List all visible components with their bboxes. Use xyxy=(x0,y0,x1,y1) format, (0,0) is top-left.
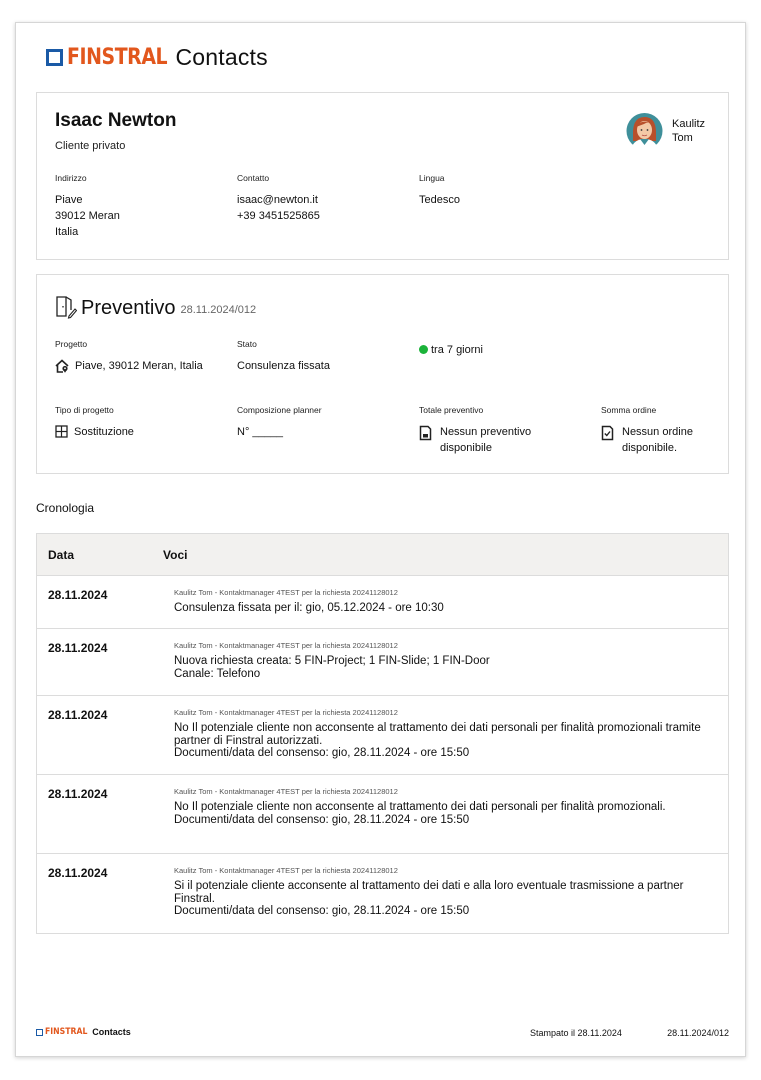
row-date: 28.11.2024 xyxy=(48,708,108,722)
language-value: Tedesco xyxy=(419,194,460,206)
row-date: 28.11.2024 xyxy=(48,866,108,880)
total-label: Totale preventivo xyxy=(419,405,484,415)
footer-logo-square-icon xyxy=(36,1029,43,1036)
page-footer xyxy=(36,1027,729,1041)
customer-name: Isaac Newton xyxy=(55,110,177,131)
col-date: Data xyxy=(48,547,75,562)
quote-number: 28.11.2024/012 xyxy=(180,304,257,316)
contact-phone: +39 3451525865 xyxy=(237,210,320,222)
row-date: 28.11.2024 xyxy=(48,641,108,655)
quote-title: Preventivo xyxy=(81,297,176,319)
table-row xyxy=(37,576,728,629)
due-field xyxy=(419,342,483,358)
document-edit-icon xyxy=(55,295,77,319)
contact-field xyxy=(237,173,320,224)
agent-badge xyxy=(626,111,712,151)
language-label: Lingua xyxy=(419,173,445,183)
row-entry xyxy=(174,696,728,774)
language-field xyxy=(419,173,460,208)
contact-label: Contatto xyxy=(237,173,270,183)
project-value: Piave, 39012 Meran, Italia xyxy=(75,360,203,372)
row-meta: Kaulitz Tom - Kontaktmanager 4TEST per la richiesta 20241128012 xyxy=(174,641,398,650)
history-table xyxy=(36,533,729,934)
order-value: Nessun ordine disponibile. xyxy=(622,426,693,454)
project-type-label: Tipo di progetto xyxy=(55,405,114,415)
agent-avatar-icon xyxy=(626,111,663,151)
quote-document-icon xyxy=(419,425,432,441)
contact-email: isaac@newton.it xyxy=(237,194,318,206)
row-meta: Kaulitz Tom - Kontaktmanager 4TEST per la richiesta 20241128012 xyxy=(174,787,398,796)
row-entry-line: No Il potenziale cliente non acconsente al trattamento dei dati personali per finalità promozionali. xyxy=(174,801,666,813)
row-entry xyxy=(174,775,728,853)
order-label: Somma ordine xyxy=(601,405,657,415)
finstral-logo: FINSTRAL xyxy=(67,44,168,70)
order-field xyxy=(601,405,716,456)
row-entry-line: Documenti/data del consenso: gio, 28.11.2024 - ore 15:50 xyxy=(174,813,470,826)
table-row xyxy=(37,696,728,775)
document-page xyxy=(15,22,746,1057)
row-entry xyxy=(174,576,728,628)
footer-logo: FINSTRAL xyxy=(45,1027,88,1037)
row-entry-line: Nuova richiesta creata: 5 FIN-Project; 1 FIN-Slide; 1 FIN-Door xyxy=(174,655,490,667)
footer-number: 28.11.2024/012 xyxy=(667,1028,729,1038)
due-value: tra 7 giorni xyxy=(431,344,483,356)
footer-brand xyxy=(36,1027,131,1037)
agent-name: Kaulitz Tom xyxy=(672,118,706,144)
col-entries: Voci xyxy=(163,547,188,562)
row-entry-line: Consulenza fissata per il: gio, 05.12.2024 - ore 10:30 xyxy=(174,602,444,614)
row-entry xyxy=(174,629,728,695)
row-entry-line: Documenti/data del consenso: gio, 28.11.2024 - ore 15:50 xyxy=(174,747,470,759)
row-date: 28.11.2024 xyxy=(48,588,108,602)
location-house-icon xyxy=(55,359,69,373)
order-check-icon xyxy=(601,425,614,441)
table-row xyxy=(37,775,728,854)
footer-printed: Stampato il 28.11.2024 xyxy=(530,1028,622,1038)
footer-app: Contacts xyxy=(92,1027,131,1037)
planner-label: Composizione planner xyxy=(237,405,322,415)
address-country: Italia xyxy=(55,226,79,238)
quote-card xyxy=(36,274,729,474)
row-date: 28.11.2024 xyxy=(48,787,108,801)
project-type-field xyxy=(55,405,134,440)
total-field xyxy=(419,405,549,456)
row-meta: Kaulitz Tom - Kontaktmanager 4TEST per la richiesta 20241128012 xyxy=(174,708,398,717)
row-entry-line: Documenti/data del consenso: gio, 28.11.2024 - ore 15:50 xyxy=(174,905,470,917)
row-meta: Kaulitz Tom - Kontaktmanager 4TEST per la richiesta 20241128012 xyxy=(174,588,398,597)
row-meta: Kaulitz Tom - Kontaktmanager 4TEST per la richiesta 20241128012 xyxy=(174,866,398,875)
project-field xyxy=(55,339,205,374)
status-label: Stato xyxy=(237,339,257,349)
history-table-header xyxy=(37,534,728,576)
history-title: Cronologia xyxy=(36,501,95,515)
table-row xyxy=(37,854,728,933)
window-grid-icon xyxy=(55,425,68,438)
row-entry xyxy=(174,854,728,933)
row-entry-line: No Il potenziale cliente non acconsente al trattamento dei dati personali per finalità promozionali tramite partner di Finstral autorizzati. xyxy=(174,722,701,747)
quote-heading xyxy=(55,295,256,319)
status-dot-icon xyxy=(419,345,428,354)
brand-header xyxy=(46,43,268,71)
planner-value: N° _____ xyxy=(237,426,283,438)
project-label: Progetto xyxy=(55,339,88,349)
table-row xyxy=(37,629,728,696)
address-label: Indirizzo xyxy=(55,173,87,183)
planner-field xyxy=(237,405,322,440)
customer-card xyxy=(36,92,729,260)
status-field xyxy=(237,339,330,374)
app-title: Contacts xyxy=(175,43,268,70)
finstral-logo-square-icon xyxy=(46,49,63,66)
row-entry-line: Canale: Telefono xyxy=(174,667,261,680)
total-value: Nessun preventivo disponibile xyxy=(440,426,532,454)
status-value: Consulenza fissata xyxy=(237,360,330,372)
address-city: 39012 Meran xyxy=(55,210,120,222)
address-street: Piave xyxy=(55,194,83,206)
customer-type: Cliente privato xyxy=(55,140,126,152)
address-field xyxy=(55,173,120,240)
row-entry-line: Si il potenziale cliente acconsente al trattamento dei dati e alla loro eventuale trasmissione a partner Finstral. xyxy=(174,880,684,905)
project-type-value: Sostituzione xyxy=(74,426,134,438)
